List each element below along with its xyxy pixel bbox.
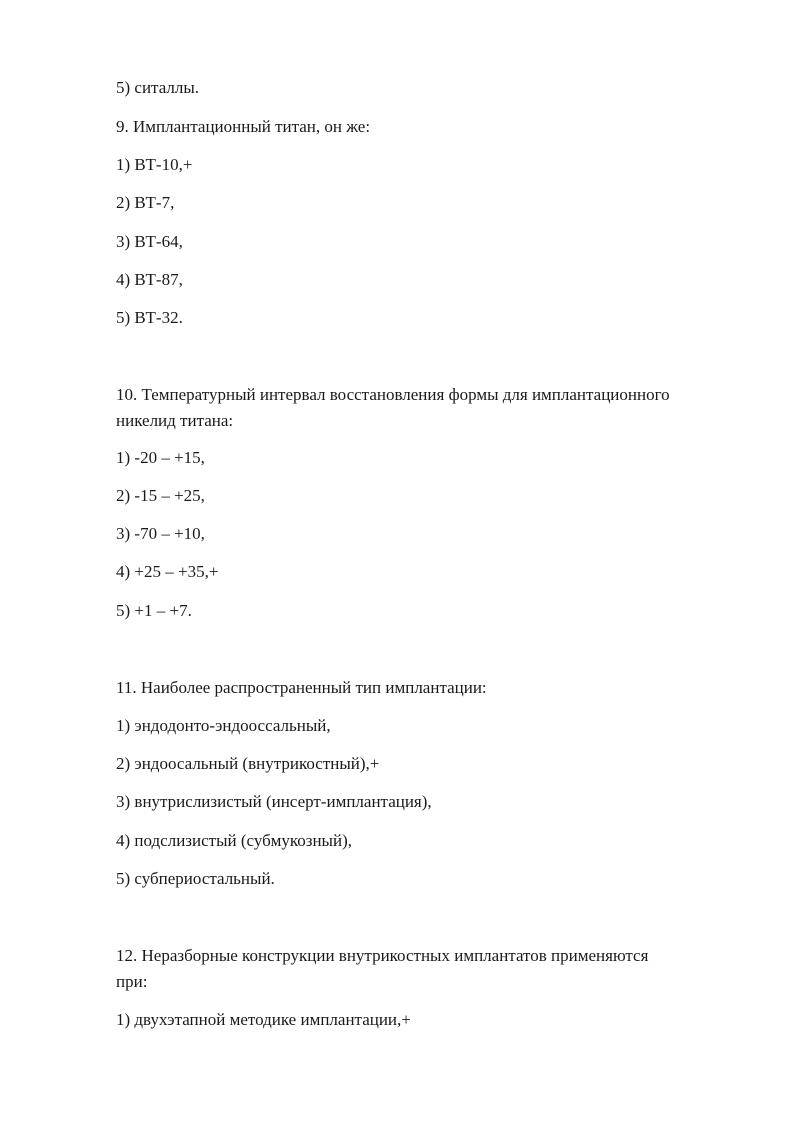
answer-line: 4) +25 – +35,+	[116, 562, 219, 581]
question-title: при:	[116, 972, 148, 991]
answer-line: 2) -15 – +25,	[116, 486, 205, 505]
answer-line: 5) ВТ-32.	[116, 308, 183, 327]
question-title: никелид титана:	[116, 411, 234, 430]
answer-line: 5) субпериостальный.	[116, 869, 275, 888]
answer-line: 5) +1 – +7.	[116, 601, 192, 620]
answer-line: 3) -70 – +10,	[116, 524, 205, 543]
answer-line: 4) ВТ-87,	[116, 270, 183, 289]
answer-line: 2) ВТ-7,	[116, 193, 175, 212]
answer-line: 1) эндодонто-эндооссальный,	[116, 716, 331, 735]
answer-line: 1) -20 – +15,	[116, 448, 205, 467]
answer-line: 2) эндоосальный (внутрикостный),+	[116, 754, 380, 773]
answer-line: 3) ВТ-64,	[116, 232, 183, 251]
answer-line: 1) двухэтапной методике имплантации,+	[116, 1010, 411, 1029]
question-title: 11. Наиболее распространенный тип имплантации:	[116, 678, 487, 697]
answer-line: 5) ситаллы.	[116, 78, 200, 97]
answer-line: 3) внутрислизистый (инсерт-имплантация),	[116, 792, 432, 811]
answer-line: 1) ВТ-10,+	[116, 155, 193, 174]
question-title: 9. Имплантационный титан, он же:	[116, 117, 371, 136]
question-title: 12. Неразборные конструкции внутрикостных имплантатов применяются	[116, 946, 649, 965]
answer-line: 4) подслизистый (субмукозный),	[116, 831, 352, 850]
question-title: 10. Температурный интервал восстановления формы для имплантационного	[116, 385, 670, 404]
